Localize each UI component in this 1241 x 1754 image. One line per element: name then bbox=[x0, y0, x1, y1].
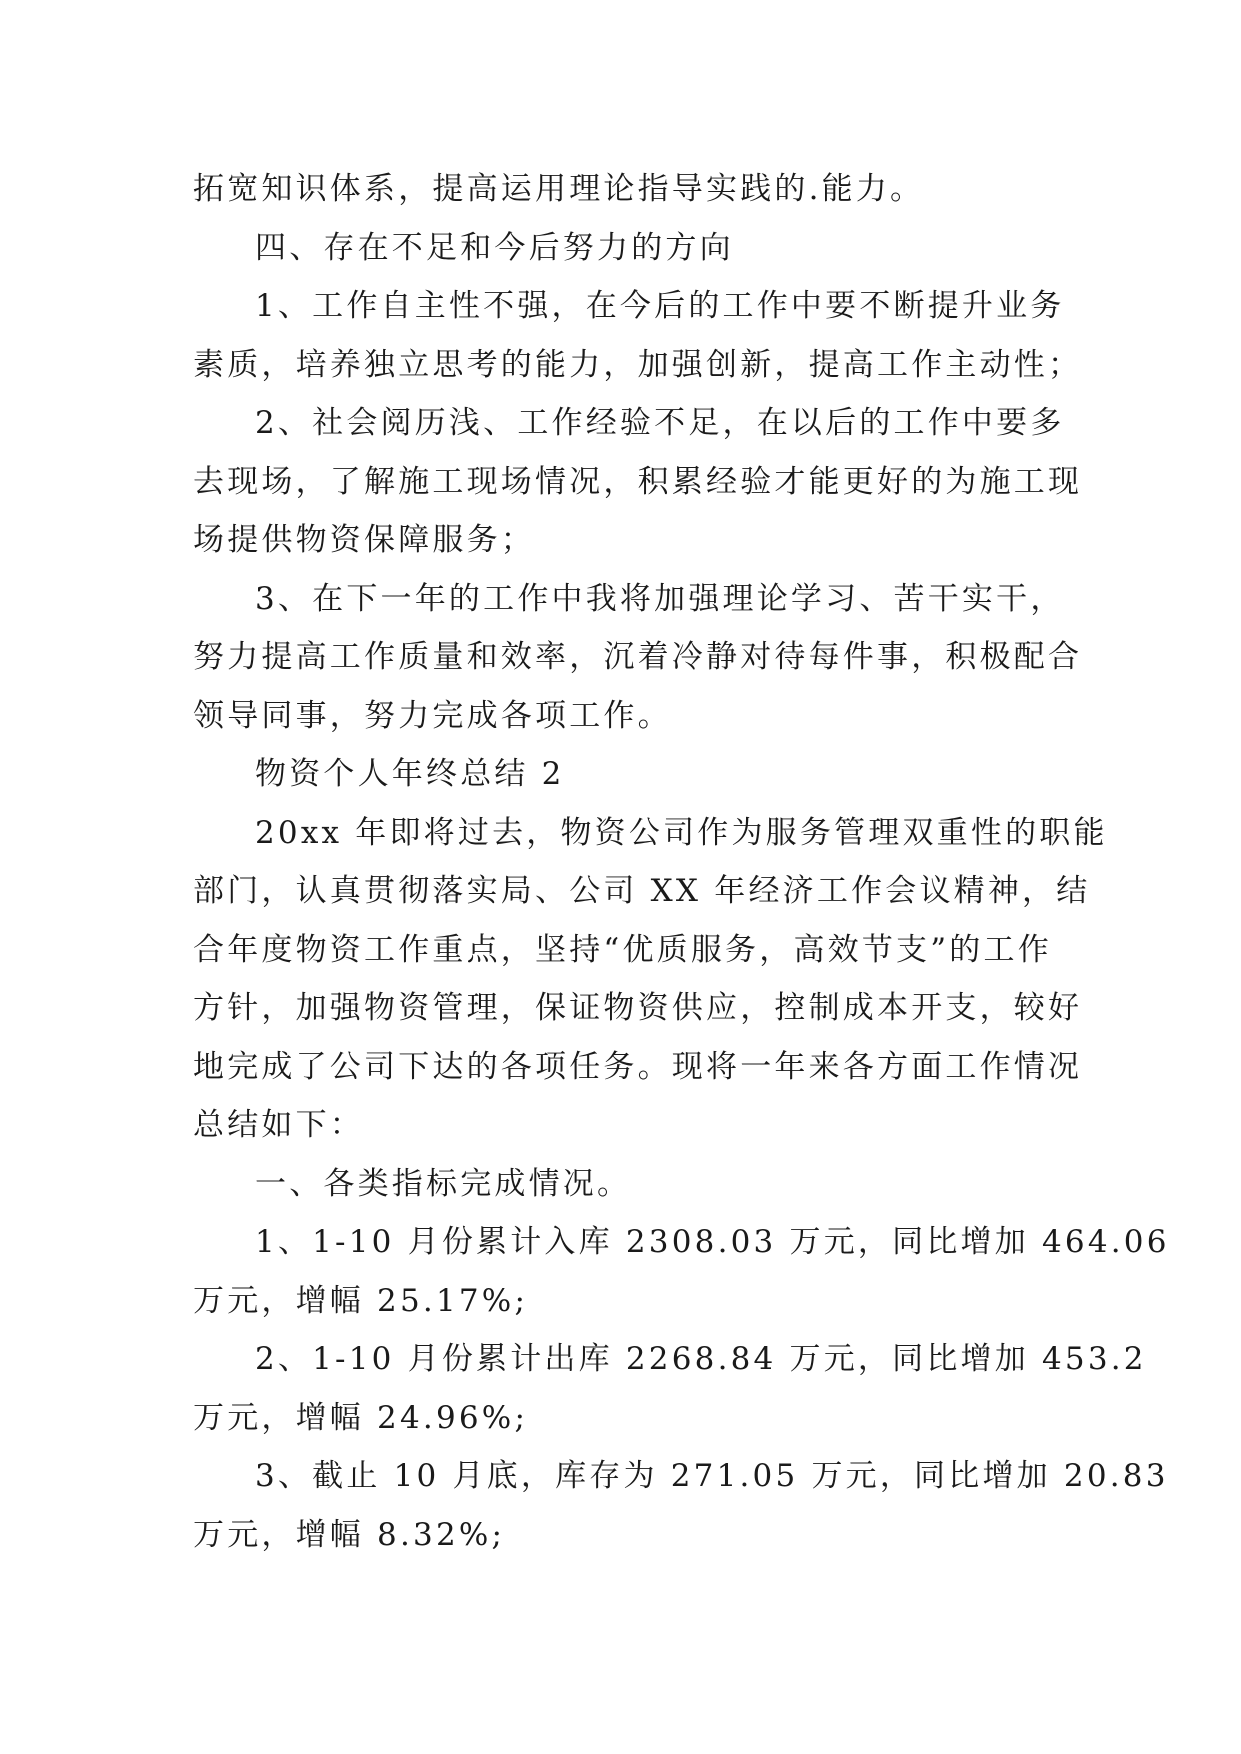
text-line: 总结如下： bbox=[193, 1107, 364, 1143]
text-line: 2、社会阅历浅、工作经验不足，在以后的工作中要多 bbox=[255, 405, 1065, 441]
text-line: 2、1-10 月份累计出库 2268.84 万元，同比增加 453.2 bbox=[255, 1341, 1147, 1377]
text-line: 努力提高工作质量和效率，沉着冷静对待每件事，积极配合 bbox=[193, 639, 1083, 675]
text-line: 20xx 年即将过去，物资公司作为服务管理双重性的职能 bbox=[255, 814, 1108, 851]
text-line: 万元，增幅 8.32%; bbox=[193, 1516, 506, 1553]
intro-paragraph bbox=[193, 804, 1108, 1155]
text-line: 地完成了公司下达的各项任务。现将一年来各方面工作情况 bbox=[193, 1048, 1083, 1085]
text-line: 领导同事，努力完成各项工作。 bbox=[193, 697, 672, 734]
text-line: 万元，增幅 24.96%; bbox=[193, 1399, 529, 1436]
text-line: 素质，培养独立思考的能力，加强创新，提高工作主动性； bbox=[193, 346, 1083, 383]
text-line: 3、在下一年的工作中我将加强理论学习、苦干实干， bbox=[255, 580, 1065, 617]
indicator-item-3 bbox=[193, 1447, 1169, 1564]
text-line: 部门，认真贯彻落实局、公司 XX 年经济工作会议精神，结 bbox=[193, 873, 1091, 909]
list-item-1 bbox=[193, 277, 1083, 394]
section-heading-shortcomings bbox=[193, 219, 1053, 278]
text-line: 拓宽知识体系，提高运用理论指导实践的.能力。 bbox=[193, 171, 925, 207]
text-line: 1、工作自主性不强，在今后的工作中要不断提升业务 bbox=[255, 288, 1065, 324]
paragraph-continuation bbox=[193, 160, 1053, 219]
text-line: 万元，增幅 25.17%; bbox=[193, 1282, 529, 1319]
document-subtitle bbox=[193, 745, 1053, 804]
indicator-item-2 bbox=[193, 1330, 1147, 1447]
text-line: 一、各类指标完成情况。 bbox=[255, 1165, 632, 1202]
list-item-2 bbox=[193, 394, 1083, 570]
document-body bbox=[193, 160, 1170, 1564]
text-line: 物资个人年终总结 2 bbox=[255, 756, 565, 792]
text-line: 四、存在不足和今后努力的方向 bbox=[255, 229, 734, 266]
text-line: 1、1-10 月份累计入库 2308.03 万元，同比增加 464.06 bbox=[255, 1224, 1170, 1260]
text-line: 场提供物资保障服务； bbox=[193, 522, 535, 558]
text-line: 3、截止 10 月底，库存为 271.05 万元，同比增加 20.83 bbox=[255, 1458, 1169, 1494]
text-line: 方针，加强物资管理，保证物资供应，控制成本开支，较好 bbox=[193, 990, 1083, 1026]
list-item-3 bbox=[193, 570, 1083, 746]
indicator-item-1 bbox=[193, 1213, 1170, 1330]
section-heading-indicators bbox=[193, 1155, 1053, 1214]
text-line: 合年度物资工作重点，坚持“优质服务，高效节支”的工作 bbox=[193, 931, 1052, 968]
text-line: 去现场，了解施工现场情况，积累经验才能更好的为施工现 bbox=[193, 463, 1083, 500]
